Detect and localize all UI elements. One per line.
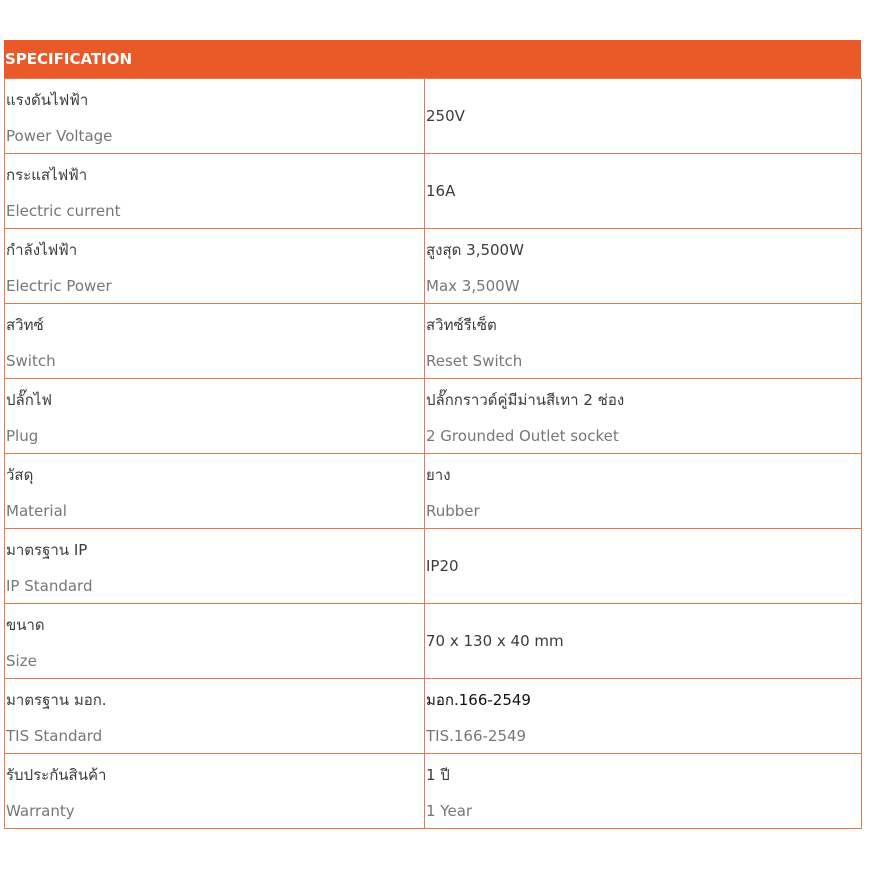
- label-english: Material: [6, 502, 67, 520]
- spec-label-cell: [5, 454, 425, 529]
- spec-value-cell: [425, 79, 862, 154]
- value-thai: ยาง: [426, 466, 451, 484]
- specification-table: [4, 40, 861, 829]
- label-thai: กระแสไฟฟ้า: [6, 166, 88, 184]
- label-english: Switch: [6, 352, 56, 370]
- value-english: 2 Grounded Outlet socket: [426, 427, 619, 445]
- value: 70 x 130 x 40 mm: [426, 632, 564, 650]
- spec-value-cell: [425, 754, 862, 829]
- label-thai: ปลั๊กไฟ: [6, 391, 52, 409]
- label-thai: รับประกันสินค้า: [6, 766, 107, 784]
- value-english: Rubber: [426, 502, 480, 520]
- spec-value-cell: [425, 529, 862, 604]
- spec-label-cell: [5, 529, 425, 604]
- label-thai: มาตรฐาน มอก.: [6, 691, 107, 709]
- spec-row-electric-power: [5, 229, 862, 304]
- label-english: Size: [6, 652, 37, 670]
- spec-row-warranty: [5, 754, 862, 829]
- value-thai: สวิทซ์รีเซ็ต: [426, 316, 497, 334]
- spec-row-electric-current: [5, 154, 862, 229]
- spec-row-switch: [5, 304, 862, 379]
- label-english: Electric current: [6, 202, 121, 220]
- value-thai: มอก.166-2549: [426, 691, 531, 709]
- spec-label-cell: [5, 604, 425, 679]
- spec-label-cell: [5, 679, 425, 754]
- spec-label-cell: [5, 379, 425, 454]
- spec-row-ip-standard: [5, 529, 862, 604]
- value: 16A: [426, 182, 456, 200]
- spec-value-cell: [425, 454, 862, 529]
- value-english: 1 Year: [426, 802, 473, 820]
- value-thai: 1 ปี: [426, 766, 450, 784]
- spec-row-tis-standard: [5, 679, 862, 754]
- label-english: Power Voltage: [6, 127, 113, 145]
- label-english: TIS Standard: [6, 727, 103, 745]
- label-english: Warranty: [6, 802, 75, 820]
- spec-row-size: [5, 604, 862, 679]
- spec-value-cell: [425, 304, 862, 379]
- value-english: Reset Switch: [426, 352, 523, 370]
- label-thai: มาตรฐาน IP: [6, 541, 88, 559]
- spec-row-plug: [5, 379, 862, 454]
- spec-value-cell: [425, 604, 862, 679]
- value-thai: สูงสุด 3,500W: [426, 241, 524, 259]
- value: IP20: [426, 557, 459, 575]
- label-thai: สวิทซ์: [6, 316, 44, 334]
- label-thai: วัสดุ: [6, 466, 34, 484]
- spec-label-cell: [5, 754, 425, 829]
- label-thai: ขนาด: [6, 616, 45, 634]
- label-english: IP Standard: [6, 577, 93, 595]
- spec-label-cell: [5, 79, 425, 154]
- spec-row-power-voltage: [5, 79, 862, 154]
- value-thai: ปลั๊กกราวด์คู่มีม่านสีเทา 2 ช่อง: [426, 391, 625, 409]
- specification-header: SPECIFICATION: [4, 40, 861, 78]
- label-english: Plug: [6, 427, 39, 445]
- value: 250V: [426, 107, 465, 125]
- spec-label-cell: [5, 229, 425, 304]
- spec-row-material: [5, 454, 862, 529]
- spec-value-cell: [425, 229, 862, 304]
- spec-value-cell: [425, 679, 862, 754]
- value-english: Max 3,500W: [426, 277, 520, 295]
- spec-label-cell: [5, 154, 425, 229]
- value-english: TIS.166-2549: [426, 727, 527, 745]
- label-thai: กำลังไฟฟ้า: [6, 241, 78, 259]
- spec-grid: [4, 78, 862, 829]
- label-english: Electric Power: [6, 277, 112, 295]
- spec-value-cell: [425, 154, 862, 229]
- label-thai: แรงดันไฟฟ้า: [6, 91, 89, 109]
- spec-label-cell: [5, 304, 425, 379]
- spec-value-cell: [425, 379, 862, 454]
